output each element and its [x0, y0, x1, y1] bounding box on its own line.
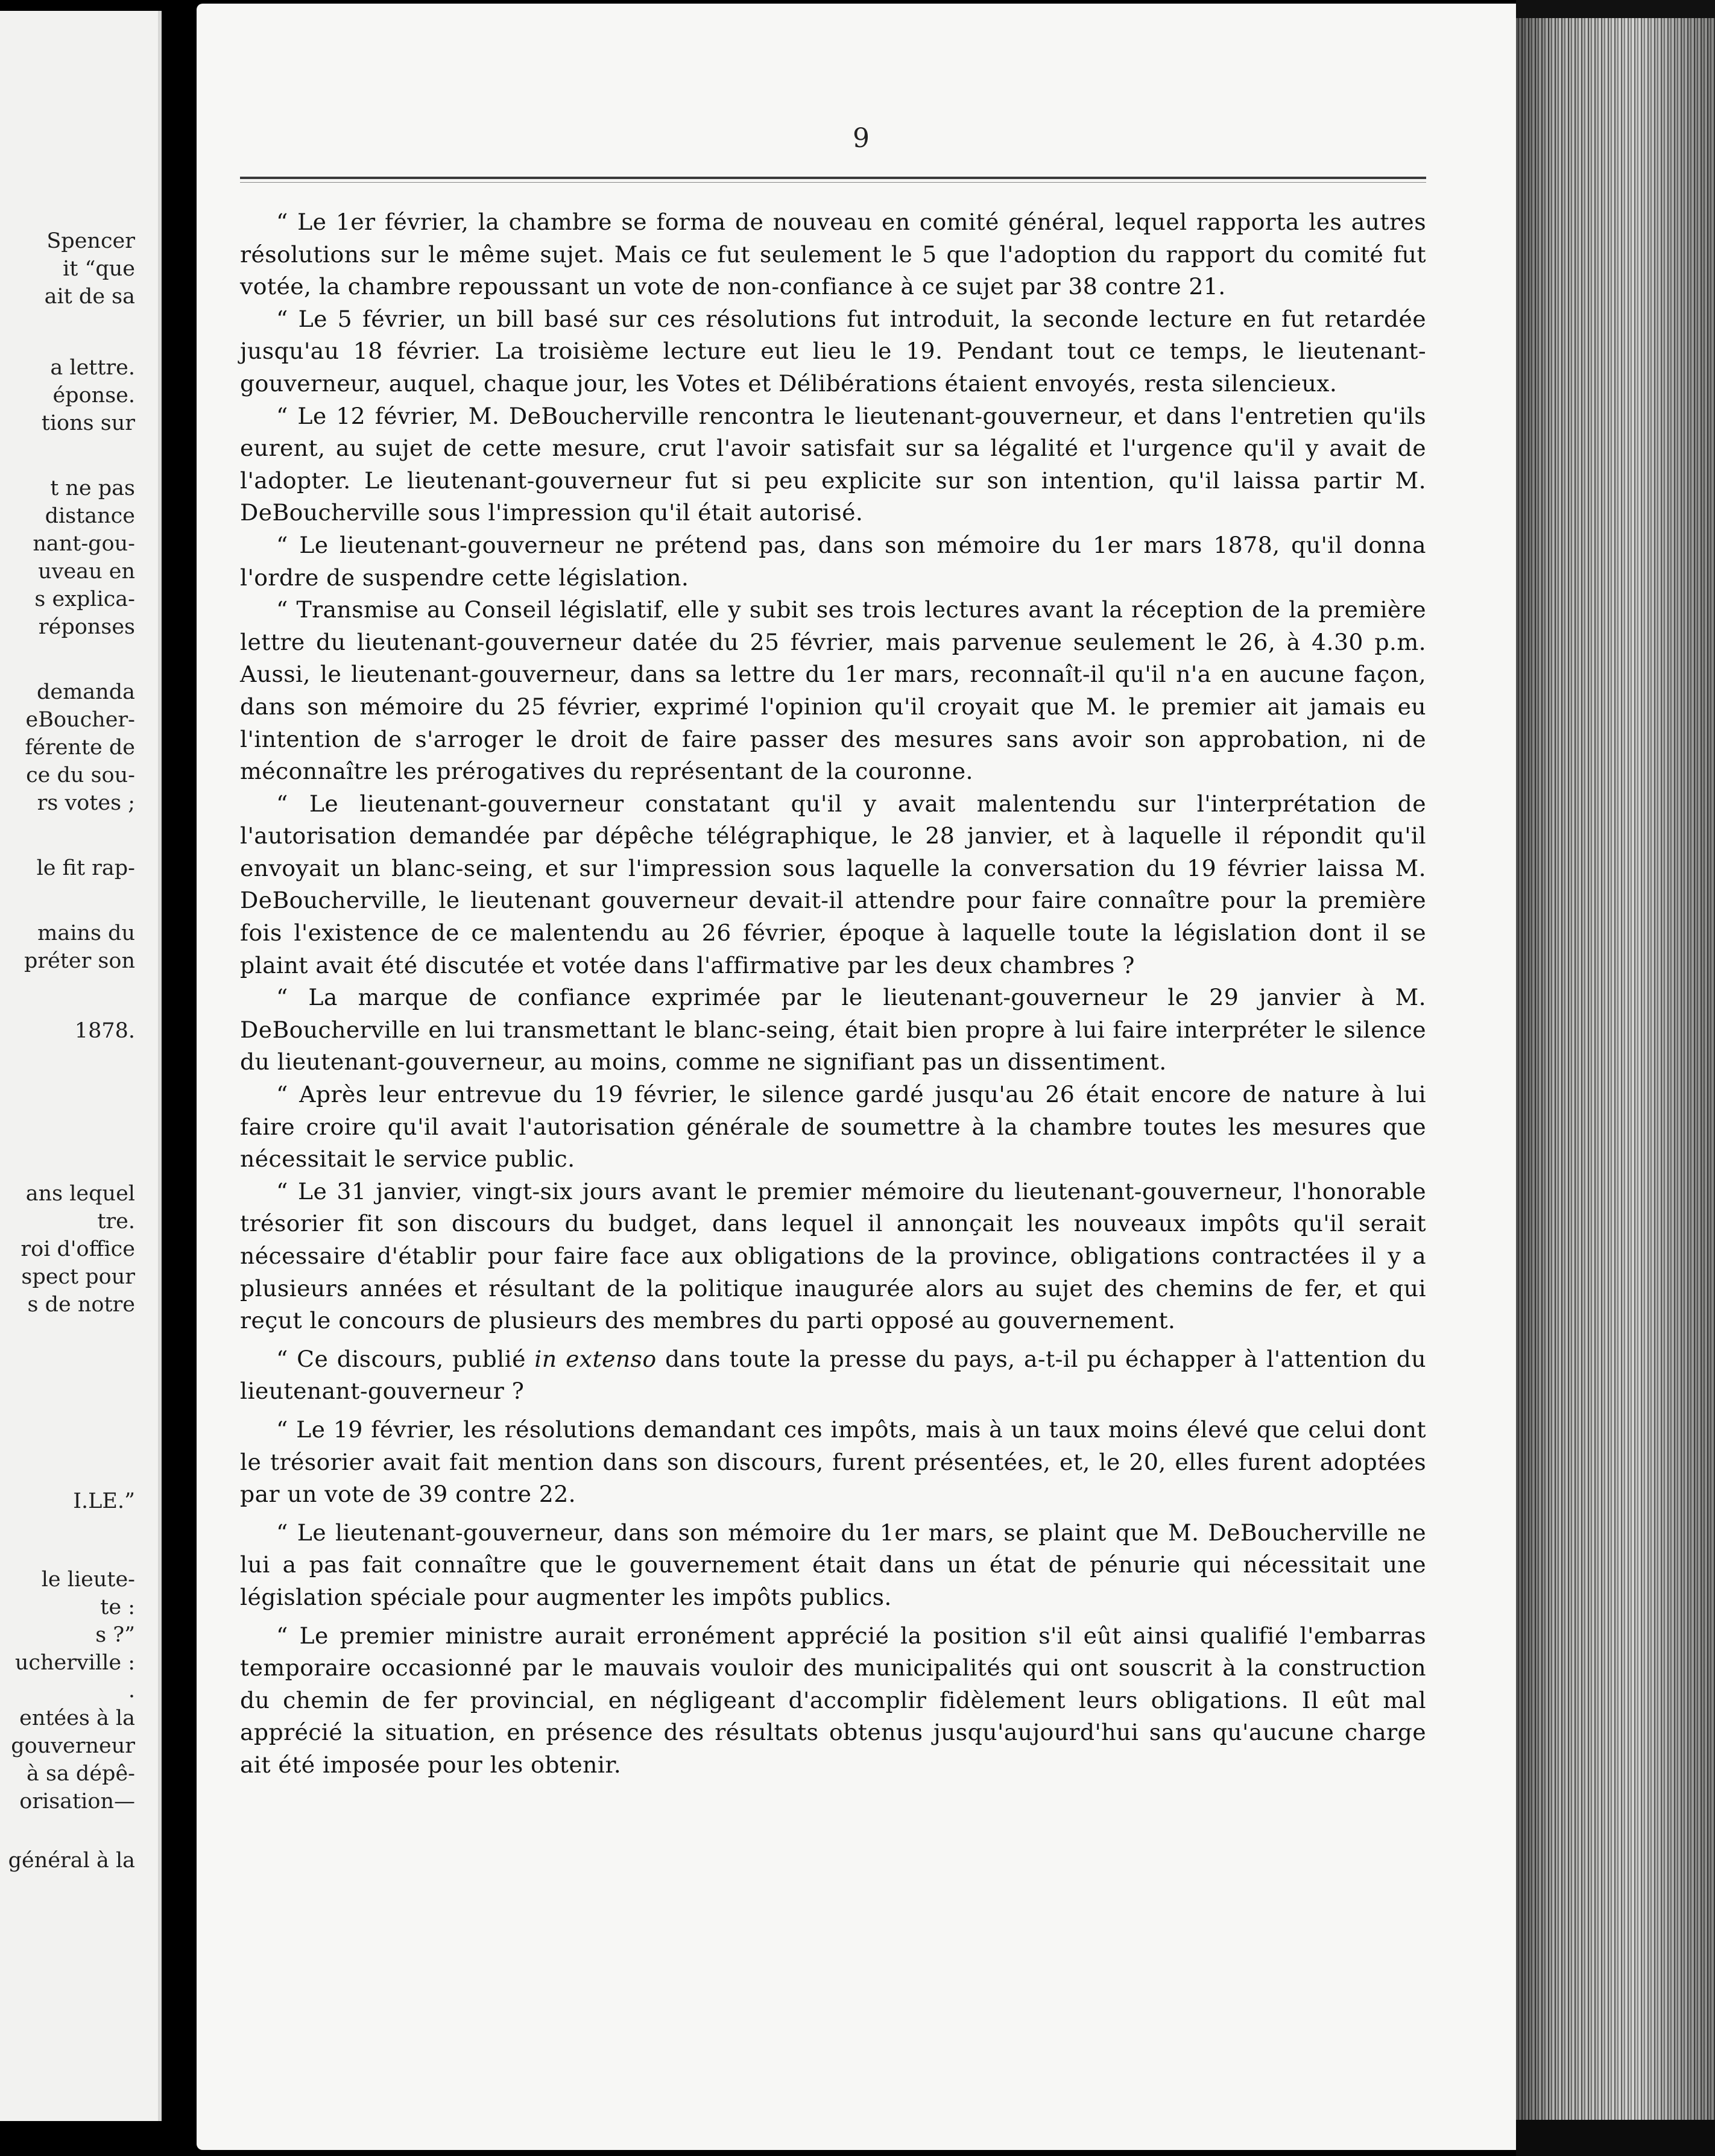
left-page-fragment: rs votes ;: [37, 791, 135, 815]
left-page-fragment: s de notre: [27, 1293, 135, 1317]
book-gutter: [162, 0, 197, 2156]
left-page-fragment: Spencer: [46, 229, 135, 253]
left-page-fragment: férente de: [25, 736, 135, 760]
italic-phrase: in extenso: [534, 1345, 657, 1372]
paragraph-11: “ Le 19 février, les résolutions demandant ces impôts, mais à un taux moins élevé que celui dont le trésorier avait fait mention dans son discours, furent présentées, et, le 20, elles furent adoptées par un vote de 39 contre 22.: [240, 1416, 1426, 1508]
left-page-fragment: général à la: [8, 1849, 135, 1873]
left-page-fragment: I.LE.”: [73, 1489, 135, 1513]
paragraph-2: “ Le 5 février, un bill basé sur ces résolutions fut introduit, la seconde lecture en fut retardée jusqu'au 18 février. La troisième lecture eut lieu le 19. Pendant tout ce temps, le lieutenant-gouverneur, auquel, chaque jour, les Votes et Délibérations étaient envoyés, resta silencieux.: [240, 305, 1426, 397]
page-edges-top-shadow: [1516, 0, 1715, 18]
body-text: [240, 206, 1426, 1782]
paragraph-10: “ Ce discours, publié in extenso dans toute la presse du pays, a-t-il pu échapper à l'attention du lieutenant-gouverneur ?: [240, 1345, 1426, 1405]
left-page-fragment: s ?”: [95, 1623, 135, 1647]
left-page-fragment: distance: [45, 504, 135, 528]
paragraph-1: “ Le 1er février, la chambre se forma de nouveau en comité général, lequel rapporta les autres résolutions sur le même sujet. Mais ce fut seulement le 5 que l'adoption du rapport du comité fut votée, la chambre repoussant un vote de non-confiance à ce sujet par 38 contre 21.: [240, 209, 1426, 300]
left-page-fragment: préter son: [24, 949, 135, 973]
left-page-fragment: tions sur: [41, 411, 135, 435]
left-page-fragment: éponse.: [52, 383, 135, 408]
left-page-fragment: mains du: [37, 921, 135, 945]
left-page-fragment: it “que: [63, 257, 135, 281]
paragraph-12: “ Le lieutenant-gouverneur, dans son mémoire du 1er mars, se plaint que M. DeBoucherville ne lui a pas fait connaître que le gouvernement était dans un état de pénurie qui nécessitait une législation spéciale pour augmenter les impôts publics.: [240, 1519, 1426, 1610]
page-edges-stack: [1516, 0, 1715, 2156]
paragraph-9: “ Le 31 janvier, vingt-six jours avant le premier mémoire du lieutenant-gouverneur, l'honorable trésorier fit son discours du budget, dans lequel il annonçait les nouveaux impôts qu'il serait nécessaire d'établir pour faire face aux obligations de la province, obligations contractées il y a plusieurs années et résultant de la politique inaugurée alors au sujet des chemins de fer, et qui reçut le concours de plusieurs des membres du parti opposé au gouvernement.: [240, 1177, 1426, 1334]
left-page-fragment: roi d'office: [21, 1237, 135, 1261]
paragraph-4: “ Le lieutenant-gouverneur ne prétend pas, dans son mémoire du 1er mars 1878, qu'il donna l'ordre de suspendre cette législation.: [240, 531, 1426, 591]
left-page-fragment: entées à la: [19, 1706, 135, 1730]
left-page-fragment: ans lequel: [25, 1182, 135, 1206]
left-page-fragment: ce du sou-: [26, 763, 135, 787]
facing-page-left: [0, 11, 162, 2121]
left-page-fragment: gouverneur: [11, 1734, 135, 1758]
page-9: [197, 4, 1526, 2150]
paragraph-6: “ Le lieutenant-gouverneur constatant qu'il y avait malentendu sur l'interprétation de l'autorisation demandée par dépêche télégraphique, le 28 janvier, et à laquelle il répondit qu'il envoyait un blanc-seing, et sur l'impression sous laquelle la conversation du 19 février laissa M. DeBoucherville, le lieutenant gouverneur devait-il attendre pour faire connaître pour la première fois l'existence de ce malentendu au 26 février, époque à laquelle toute la législation dont il se plaint avait été discutée et votée dans l'affirmative par les deux chambres ?: [240, 790, 1426, 979]
left-page-fragment: uveau en: [38, 559, 135, 584]
left-page-fragment: ait de sa: [44, 285, 135, 309]
left-page-fragment: tre.: [97, 1209, 135, 1234]
left-page-fragment: s explica-: [34, 587, 135, 611]
left-page-fragment: eBoucher-: [25, 708, 135, 732]
paragraph-3: “ Le 12 février, M. DeBoucherville rencontra le lieutenant-gouverneur, et dans l'entretien qu'ils eurent, au sujet de cette mesure, crut l'avoir satisfait sur sa légalité et l'urgence qu'il y avait de l'adopter. Le lieutenant-gouverneur fut si peu explicite sur son intention, qu'il laissa partir M. DeBoucherville sous l'impression qu'il était autorisé.: [240, 402, 1426, 526]
left-page-fragment: nant-gou-: [33, 532, 135, 556]
left-page-fragment: demanda: [37, 680, 135, 704]
paragraph-5: “ Transmise au Conseil législatif, elle y subit ses trois lectures avant la réception de la première lettre du lieutenant-gouverneur datée du 25 février, mais parvenue seulement le 26, à 4.30 p.m. Aussi, le lieutenant-gouverneur, dans sa lettre du 1er mars, reconnaît-il qu'il n'a en aucune façon, dans son mémoire du 25 février, exprimé l'opinion qu'il croyait que M. le premier ait jamais eu l'intention de s'arroger le droit de faire passer des mesures sans avoir son approbation, ni de méconnaître les prérogatives du représentant de la couronne.: [240, 596, 1426, 785]
left-page-fragment: réponses: [38, 615, 135, 639]
left-page-fragment: a lettre.: [50, 356, 135, 380]
paragraph-7: “ La marque de confiance exprimée par le lieutenant-gouverneur le 29 janvier à M. DeBoucherville en lui transmettant le blanc-seing, était bien propre à lui faire interpréter le silence du lieutenant-gouverneur, au moins, comme ne signifiant pas un dissentiment.: [240, 984, 1426, 1076]
left-page-fragment: à sa dépê-: [26, 1762, 135, 1786]
left-page-fragment: le fit rap-: [36, 856, 135, 880]
left-page-fragment: .: [128, 1678, 135, 1703]
page-number: 9: [853, 123, 870, 154]
left-page-fragment: orisation—: [19, 1789, 135, 1814]
page-edges-bottom-shadow: [1516, 2120, 1715, 2156]
paragraph-8: “ Après leur entrevue du 19 février, le silence gardé jusqu'au 26 était encore de nature à lui faire croire qu'il avait l'autorisation générale de soumettre à la chambre toutes les mesures que nécessitait le service public.: [240, 1081, 1426, 1173]
paragraph-13: “ Le premier ministre aurait erronément apprécié la position s'il eût ainsi qualifié l'embarras temporaire occasionné par le mauvais vouloir des municipalités qui ont souscrit à la construction du chemin de fer provincial, en négligeant d'accomplir fidèlement leurs obligations. Il eût mal apprécié la situation, en présence des résultats obtenus jusqu'aujourd'hui sans qu'aucune charge ait été imposée pour les obtenir.: [240, 1622, 1426, 1778]
left-page-fragment: spect pour: [21, 1265, 135, 1289]
header-rule: [240, 177, 1426, 179]
left-page-fragment: te :: [100, 1595, 135, 1619]
header-rule-thin: [240, 182, 1426, 183]
left-page-fragment: t ne pas: [50, 476, 135, 500]
left-page-fragment: 1878.: [74, 1019, 135, 1043]
left-page-fragment: ucherville :: [14, 1651, 135, 1675]
left-page-fragment: le lieute-: [41, 1568, 135, 1592]
